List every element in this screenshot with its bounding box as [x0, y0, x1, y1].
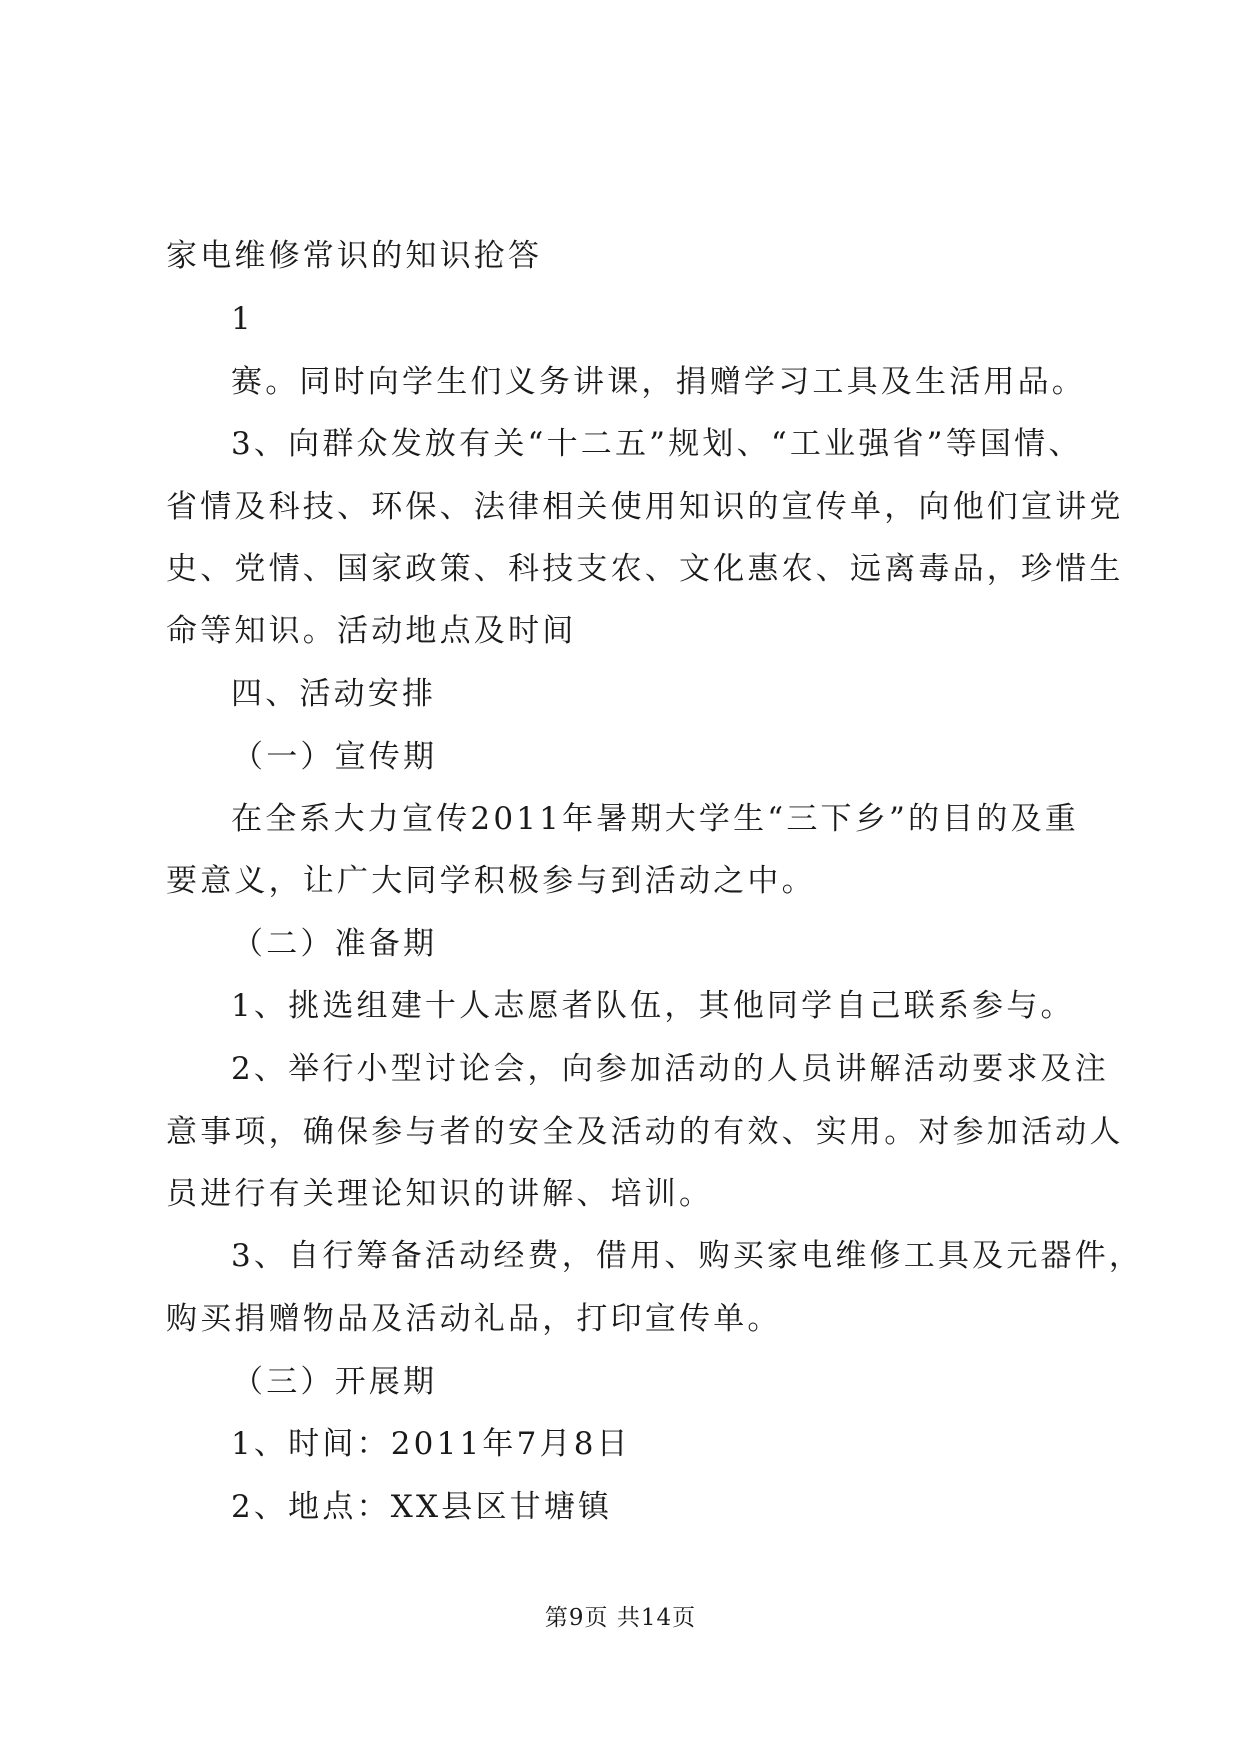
text-line: 2、地点：XX县区甘塘镇	[231, 1489, 613, 1525]
subsection-heading: （一）宣传期	[232, 739, 438, 775]
text-line: 要意义，让广大同学积极参与到活动之中。	[166, 863, 816, 899]
text-line: 2、举行小型讨论会，向参加活动的人员讲解活动要求及注	[231, 1051, 1109, 1087]
text-line: 意事项，确保参与者的安全及活动的有效、实用。对参加活动人	[166, 1114, 1124, 1150]
text-line: 3、向群众发放有关“十二五”规划、“工业强省”等国情、	[231, 426, 1083, 462]
section-heading: 四、活动安排	[231, 676, 437, 712]
text-line: 省情及科技、环保、法律相关使用知识的宣传单，向他们宣讲党	[166, 489, 1124, 525]
page-footer: 第9页 共14页	[544, 1605, 697, 1631]
text-line: 1、挑选组建十人志愿者队伍，其他同学自己联系参与。	[231, 988, 1075, 1024]
text-line: 购买捐赠物品及活动礼品，打印宣传单。	[166, 1301, 782, 1337]
text-line: 家电维修常识的知识抢答	[166, 238, 543, 274]
text-line: 在全系大力宣传2011年暑期大学生“三下乡”的目的及重	[231, 801, 1079, 837]
text-line: 1	[231, 301, 254, 337]
text-line: 3、自行筹备活动经费，借用、购买家电维修工具及元器件，	[231, 1238, 1144, 1274]
text-line: 1、时间：2011年7月8日	[231, 1426, 631, 1462]
text-line: 员进行有关理论知识的讲解、培训。	[166, 1176, 714, 1212]
text-line: 命等知识。活动地点及时间	[166, 613, 577, 649]
text-line: 史、党情、国家政策、科技支农、文化惠农、远离毒品，珍惜生	[166, 551, 1124, 587]
subsection-heading: （三）开展期	[232, 1364, 438, 1400]
subsection-heading: （二）准备期	[232, 926, 438, 962]
text-line: 赛。同时向学生们义务讲课，捐赠学习工具及生活用品。	[231, 364, 1086, 400]
